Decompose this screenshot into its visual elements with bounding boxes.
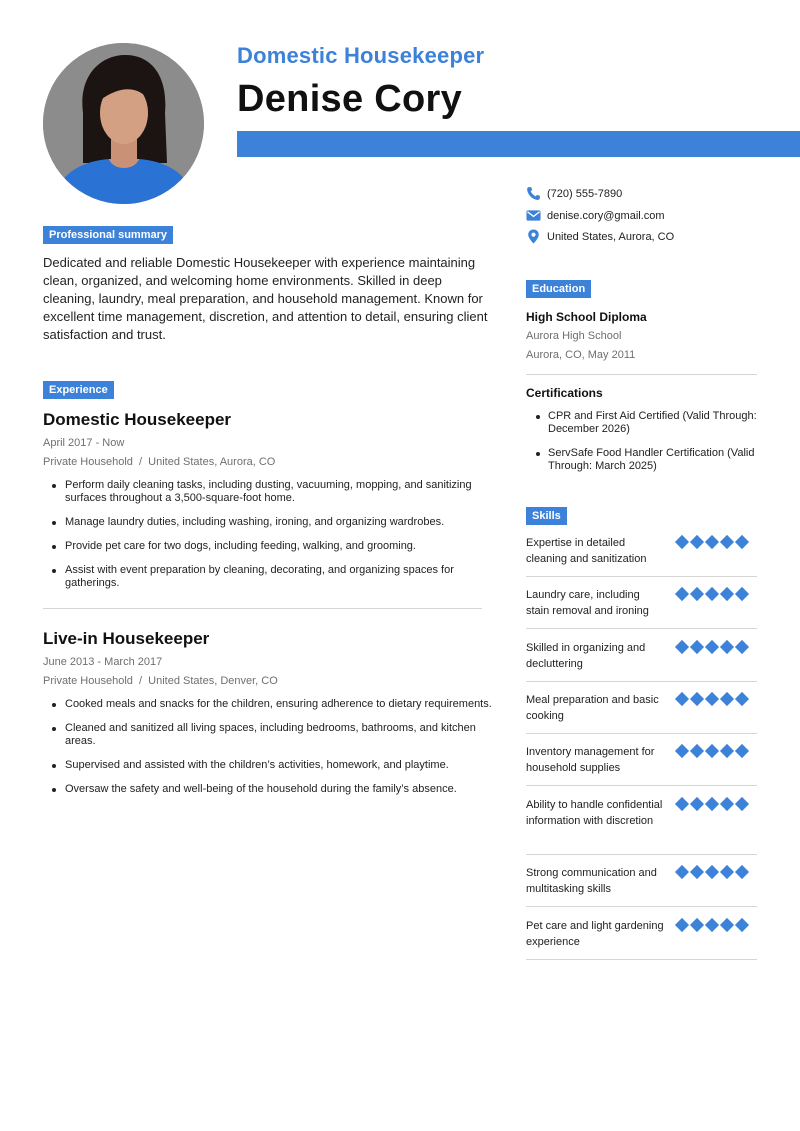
experience-section-label: Experience — [43, 381, 114, 399]
skill-level-diamond — [720, 587, 734, 601]
experience-bullets — [43, 698, 498, 796]
phone-icon — [526, 186, 541, 201]
skills-section-label: Skills — [526, 507, 567, 525]
summary-text: Dedicated and reliable Domestic Housekeeper with experience maintaining clean, organized, and welcoming home environments. Skilled in deep cleaning, laundry, meal preparation, and household management. Known for excellent time management, discretion, and attention to detail, ensuring client satisfaction and trust. — [43, 255, 488, 342]
skill-level-diamond — [690, 692, 704, 706]
experience-employer: Private Household / United States, Denver, CO — [43, 675, 278, 687]
skill-rating — [677, 642, 748, 652]
skill-row — [526, 692, 757, 734]
skill-level-diamond — [735, 918, 749, 932]
skill-row — [526, 865, 757, 907]
envelope-icon — [526, 208, 541, 223]
education-divider — [526, 374, 757, 375]
certification-item: CPR and First Aid Certified (Valid Through: December 2026) — [548, 410, 773, 436]
skill-level-diamond — [690, 918, 704, 932]
skill-rating — [677, 799, 748, 809]
skill-level-diamond — [735, 692, 749, 706]
skill-rating — [677, 867, 748, 877]
skill-level-diamond — [705, 692, 719, 706]
skill-row — [526, 797, 757, 855]
experience-entry — [43, 629, 498, 807]
experience-bullet: Oversaw the safety and well-being of the household during the family’s absence. — [65, 783, 498, 796]
experience-employer: Private Household / United States, Aurora, CO — [43, 456, 276, 468]
experience-bullet: Supervised and assisted with the children’s activities, homework, and playtime. — [65, 759, 498, 772]
skill-level-diamond — [705, 587, 719, 601]
experience-title: Domestic Housekeeper — [43, 410, 232, 429]
header-accent-bar — [237, 131, 800, 157]
skill-level-diamond — [675, 797, 689, 811]
certifications-heading: Certifications — [526, 386, 603, 400]
experience-dates: April 2017 - Now — [43, 437, 125, 449]
skill-level-diamond — [690, 797, 704, 811]
candidate-name: Denise Cory — [237, 78, 463, 120]
skill-rating — [677, 589, 748, 599]
skill-level-diamond — [690, 744, 704, 758]
experience-bullet: Provide pet care for two dogs, including feeding, walking, and grooming. — [65, 540, 498, 553]
skill-level-diamond — [690, 865, 704, 879]
experience-dates: June 2013 - March 2017 — [43, 656, 163, 668]
skill-level-diamond — [675, 640, 689, 654]
skill-rating — [677, 537, 748, 547]
skill-level-diamond — [705, 640, 719, 654]
skill-level-diamond — [720, 865, 734, 879]
skill-level-diamond — [735, 744, 749, 758]
skill-row — [526, 535, 757, 577]
experience-bullet: Cleaned and sanitized all living spaces, including bedrooms, bathrooms, and kitchen areas. — [65, 722, 498, 748]
skill-level-diamond — [690, 640, 704, 654]
skill-name: Expertise in detailed cleaning and sanitization — [526, 537, 647, 565]
phone-text: (720) 555-7890 — [547, 188, 623, 200]
skill-name: Laundry care, including stain removal and ironing — [526, 589, 649, 617]
experience-title: Live-in Housekeeper — [43, 629, 210, 648]
skill-row — [526, 587, 757, 629]
skill-level-diamond — [735, 797, 749, 811]
skill-name: Skilled in organizing and decluttering — [526, 642, 646, 670]
skill-level-diamond — [705, 797, 719, 811]
skill-rating — [677, 694, 748, 704]
location-text: United States, Aurora, CO — [547, 231, 675, 243]
map-pin-icon — [526, 229, 541, 244]
skill-row — [526, 640, 757, 682]
skill-level-diamond — [675, 918, 689, 932]
skill-level-diamond — [705, 744, 719, 758]
skill-level-diamond — [720, 918, 734, 932]
skill-level-diamond — [735, 640, 749, 654]
skill-level-diamond — [720, 640, 734, 654]
skill-level-diamond — [720, 535, 734, 549]
skill-level-diamond — [735, 535, 749, 549]
skill-level-diamond — [675, 535, 689, 549]
skill-name: Meal preparation and basic cooking — [526, 694, 659, 722]
skill-rating — [677, 920, 748, 930]
email-text: denise.cory@gmail.com — [547, 210, 665, 222]
summary-section-label: Professional summary — [43, 226, 173, 244]
skill-level-diamond — [735, 587, 749, 601]
experience-bullet: Manage laundry duties, including washing, ironing, and organizing wardrobes. — [65, 516, 498, 529]
skill-level-diamond — [705, 865, 719, 879]
skill-rating — [677, 746, 748, 756]
job-title: Domestic Housekeeper — [237, 43, 485, 68]
certification-item: ServSafe Food Handler Certification (Valid Through: March 2025) — [548, 447, 773, 473]
experience-bullet: Assist with event preparation by cleaning, decorating, and organizing spaces for gatherings. — [65, 564, 498, 590]
skill-level-diamond — [675, 587, 689, 601]
skill-level-diamond — [720, 744, 734, 758]
skill-level-diamond — [675, 744, 689, 758]
skill-row — [526, 918, 757, 960]
skill-level-diamond — [705, 918, 719, 932]
experience-entry — [43, 410, 498, 601]
skill-name: Strong communication and multitasking skills — [526, 867, 657, 895]
portrait-illustration — [43, 43, 204, 204]
profile-photo — [43, 43, 204, 204]
skill-row — [526, 744, 757, 786]
education-section-label: Education — [526, 280, 591, 298]
experience-divider — [43, 608, 482, 609]
skill-level-diamond — [720, 797, 734, 811]
skill-level-diamond — [675, 865, 689, 879]
skill-level-diamond — [675, 692, 689, 706]
skill-level-diamond — [705, 535, 719, 549]
education-school: Aurora High School — [526, 330, 622, 342]
skill-name: Inventory management for household supplies — [526, 746, 655, 774]
certifications-list — [548, 410, 773, 484]
education-degree: High School Diploma — [526, 310, 647, 324]
experience-bullets — [43, 479, 498, 590]
skill-name: Ability to handle confidential information with discretion — [526, 799, 663, 827]
skill-level-diamond — [690, 535, 704, 549]
experience-bullet: Cooked meals and snacks for the children, ensuring adherence to dietary requirements. — [65, 698, 498, 711]
education-location-date: Aurora, CO, May 2011 — [526, 349, 636, 361]
skill-name: Pet care and light gardening experience — [526, 920, 664, 948]
experience-bullet: Perform daily cleaning tasks, including dusting, vacuuming, mopping, and sanitizing surfaces throughout a 3,500-square-foot home. — [65, 479, 498, 505]
skill-level-diamond — [690, 587, 704, 601]
skill-level-diamond — [735, 865, 749, 879]
skill-level-diamond — [720, 692, 734, 706]
